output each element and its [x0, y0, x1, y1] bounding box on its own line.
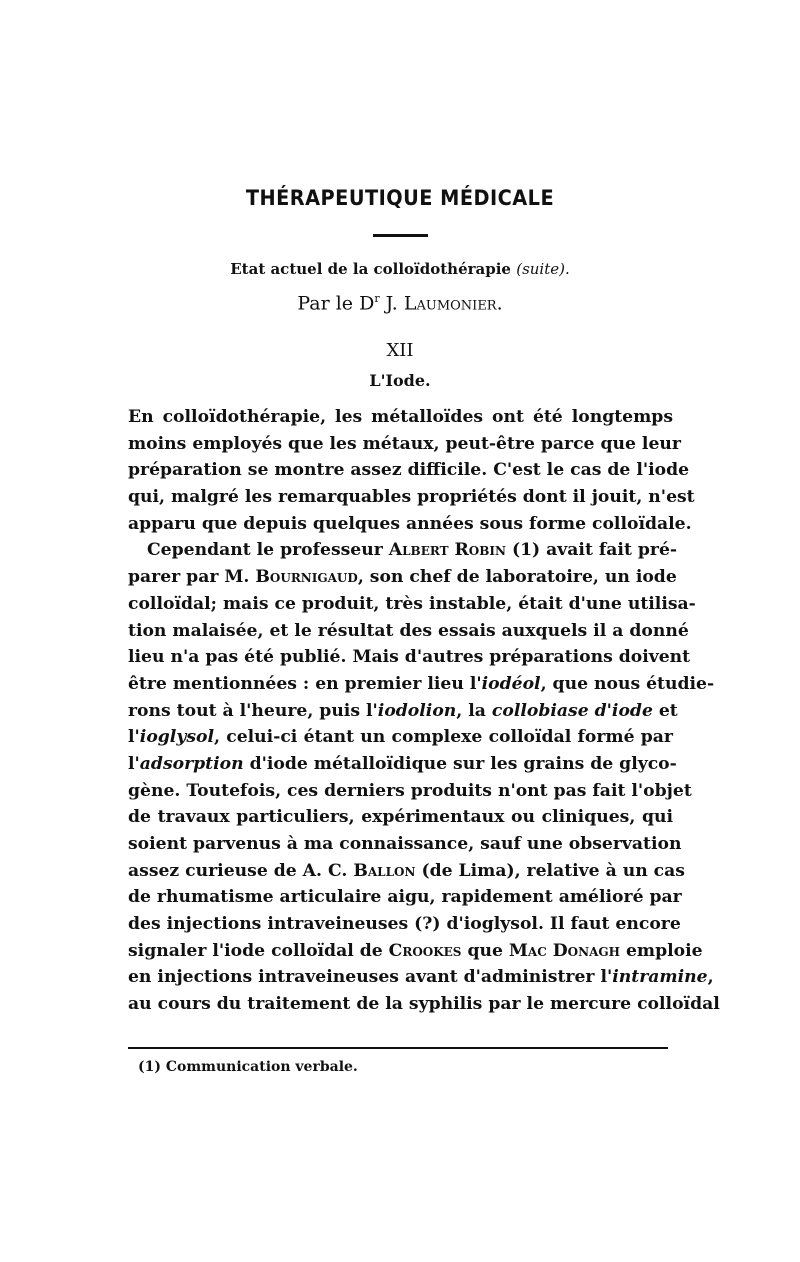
product-name: intramine [612, 967, 708, 988]
footnote: (1) Communication verbale. [138, 1059, 358, 1075]
text-line: rons tout à l'heure, puis l'iodolion, la collobiase d'iode et [128, 700, 678, 721]
term: adsorption [139, 753, 244, 774]
article-title-text: Etat actuel de la colloïdothérapie [230, 260, 511, 278]
text-line: Cependant le professeur Albert Robin (1) avait fait pré- [147, 540, 678, 561]
product-name: ioglysol [139, 727, 214, 748]
text-line: parer par M. Bournigaud, son chef de laboratoire, un iode [128, 567, 677, 588]
person-name: Bournigaud [255, 567, 358, 588]
body-text [128, 404, 720, 1018]
person-name: Albert Robin [388, 540, 506, 561]
text-line: En colloïdothérapie, les métalloïdes ont été longtemps [128, 407, 673, 427]
chapter-subtitle: L'Iode. [369, 371, 431, 390]
text-line: l'adsorption d'iode métalloïdique sur les grains de glyco- [128, 753, 677, 774]
text-line: de rhumatisme articulaire aigu, rapidement amélioré par [128, 887, 682, 908]
person-name: Ballon [353, 860, 416, 881]
text-line: tion malaisée, et le résultat des essais auxquels il a donné [128, 620, 689, 641]
text-line: apparu que depuis quelques années sous forme colloïdale. [128, 513, 692, 534]
text-line: assez curieuse de A. C. Ballon (de Lima), relative à un cas [128, 860, 685, 881]
footnote-rule [128, 1047, 668, 1049]
text-line: lieu n'a pas été publié. Mais d'autres préparations doivent [128, 647, 691, 668]
product-name: iodéol [481, 673, 541, 694]
person-name: Crookes [388, 940, 462, 961]
product-name: iodolion [377, 700, 457, 721]
person-name: Mac Donagh [508, 940, 620, 961]
text-line: gène. Toutefois, ces derniers produits n'ont pas fait l'objet [128, 780, 692, 801]
text-line: préparation se montre assez difficile. C'est le cas de l'iode [128, 460, 690, 481]
section-title: THÉRAPEUTIQUE MÉDICALE [245, 186, 555, 210]
author-prefix: Par le D [297, 292, 375, 315]
text-line: l'ioglysol, celui-ci étant un complexe colloïdal formé par [128, 727, 673, 748]
chapter-number: XII [386, 340, 414, 361]
text-line: en injections intraveineuses avant d'administrer l'intramine, [128, 967, 714, 988]
author-initial: J. [385, 292, 398, 315]
author-name: Laumonier. [403, 292, 503, 315]
text-line: de travaux particuliers, expérimentaux ou cliniques, qui [128, 807, 673, 828]
title-rule [373, 234, 428, 237]
article-title [0, 260, 800, 278]
text-line: au cours du traitement de la syphilis par le mercure colloïdal [128, 994, 720, 1015]
text-line: être mentionnées : en premier lieu l'iodéol, que nous étudie- [128, 673, 715, 694]
text-line: des injections intraveineuses (?) d'ioglysol. Il faut encore [128, 914, 681, 935]
article-title-suite: (suite). [516, 260, 570, 278]
author-sup: r [374, 292, 380, 305]
text-line: colloïdal; mais ce produit, très instable, était d'une utilisa- [128, 593, 696, 614]
product-name: collobiase d'iode [491, 700, 653, 721]
text-line: signaler l'iode colloïdal de Crookes que Mac Donagh emploie [128, 940, 703, 961]
text-line: qui, malgré les remarquables propriétés dont il jouit, n'est [128, 487, 695, 508]
text-line: moins employés que les métaux, peut-être parce que leur [128, 433, 681, 454]
text-line: soient parvenus à ma connaissance, sauf une observation [128, 834, 682, 854]
author-line [0, 292, 800, 314]
